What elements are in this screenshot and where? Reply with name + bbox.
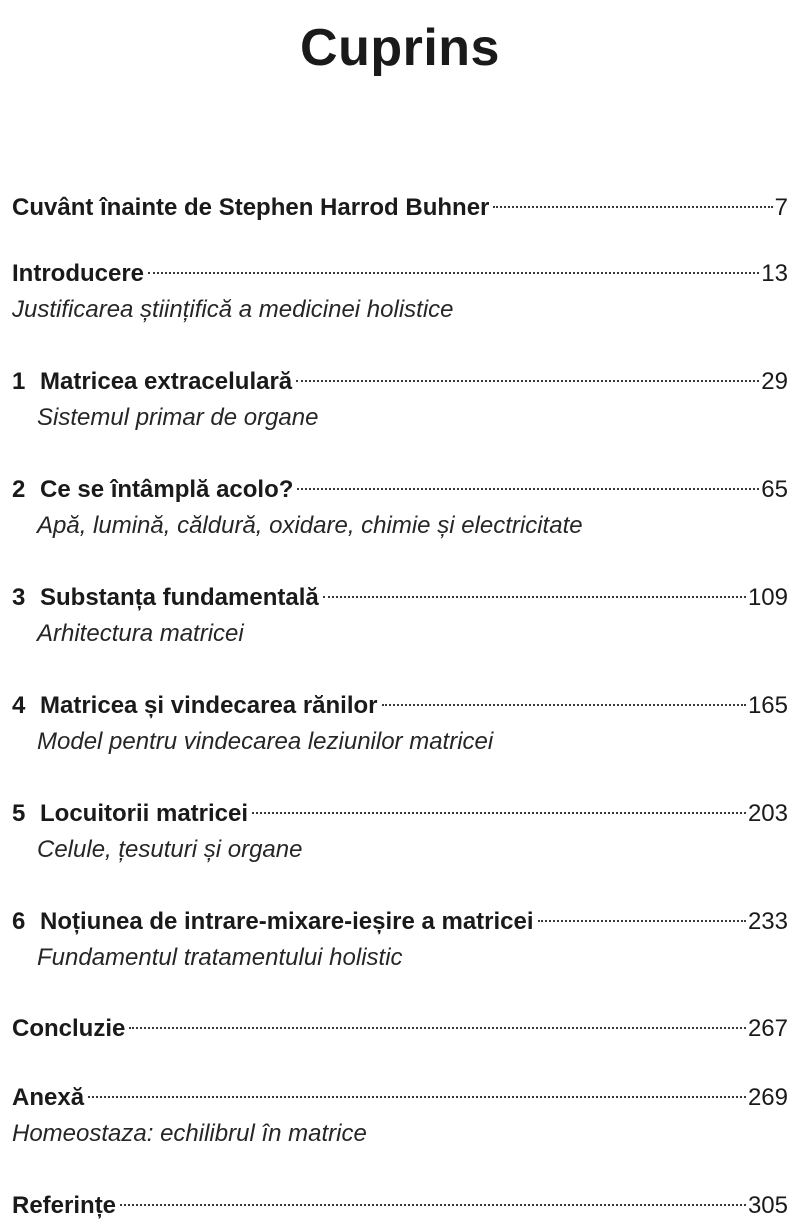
toc-entry-title: Cuvânt înainte de Stephen Harrod Buhner — [12, 194, 490, 221]
toc-entry-subtitle: Fundamentul tratamentului holistic — [37, 944, 403, 971]
toc-entry-subtitle: Celule, țesuturi și organe — [37, 836, 303, 863]
toc-page-number: 233 — [747, 908, 788, 935]
dot-leader — [120, 1204, 746, 1206]
toc-entry-references — [12, 1190, 788, 1222]
toc-page-number: 305 — [747, 1192, 788, 1219]
toc-page-number: 165 — [747, 692, 788, 719]
toc-entry-link[interactable] — [12, 906, 788, 938]
dot-leader — [252, 812, 746, 814]
toc-entry-link[interactable] — [12, 1082, 788, 1114]
dot-leader — [296, 380, 759, 382]
toc-entry-chapter-1 — [12, 366, 788, 434]
dot-leader — [148, 272, 759, 274]
toc-page-number: 65 — [761, 476, 788, 503]
toc-entry-chapter-4 — [12, 690, 788, 758]
toc-entry-link[interactable] — [12, 474, 788, 506]
toc-page-number: 109 — [747, 584, 788, 611]
chapter-number: 2 — [12, 476, 26, 503]
toc-entry-chapter-3 — [12, 582, 788, 650]
toc-entry-title: Referințe — [12, 1192, 117, 1219]
toc-entry-link[interactable] — [12, 798, 788, 830]
toc-entry-title: Locuitorii matricei — [40, 800, 249, 827]
toc-entry-chapter-5 — [12, 798, 788, 866]
toc-page-number: 29 — [761, 368, 788, 395]
dot-leader — [129, 1027, 746, 1029]
toc-entry-chapter-2 — [12, 474, 788, 542]
toc-entry-conclusion — [12, 1013, 788, 1045]
chapter-number: 3 — [12, 584, 26, 611]
dot-leader — [323, 596, 746, 598]
chapter-number: 4 — [12, 692, 26, 719]
toc-entry-title: Matricea extracelulară — [40, 368, 293, 395]
toc-page-number: 269 — [747, 1084, 788, 1111]
toc-entry-link[interactable] — [12, 192, 788, 224]
page-title: Cuprins — [300, 19, 500, 77]
toc-page-number: 267 — [747, 1015, 788, 1042]
toc-entry-subtitle: Justificarea științifică a medicinei holistice — [12, 296, 454, 323]
table-of-contents — [12, 0, 788, 1231]
chapter-number: 6 — [12, 908, 26, 935]
toc-entry-subtitle: Model pentru vindecarea leziunilor matricei — [37, 728, 494, 755]
toc-entry-chapter-6 — [12, 906, 788, 974]
toc-entry-title: Anexă — [12, 1084, 85, 1111]
toc-entry-subtitle: Homeostaza: echilibrul în matrice — [12, 1120, 367, 1147]
toc-entry-title: Substanța fundamentală — [40, 584, 319, 611]
toc-entry-title: Noțiunea de intrare-mixare-ieșire a matricei — [40, 908, 534, 935]
toc-entry-subtitle: Sistemul primar de organe — [37, 404, 319, 431]
chapter-number: 5 — [12, 800, 26, 827]
toc-page-number: 7 — [774, 194, 788, 221]
dot-leader — [493, 206, 772, 208]
toc-entry-title: Matricea și vindecarea rănilor — [40, 692, 378, 719]
toc-page-number: 13 — [761, 260, 788, 287]
toc-entry-link[interactable] — [12, 366, 788, 398]
dot-leader — [382, 704, 746, 706]
toc-entry-subtitle: Apă, lumină, căldură, oxidare, chimie și electricitate — [37, 512, 583, 539]
toc-entry-link[interactable] — [12, 258, 788, 290]
dot-leader — [88, 1096, 746, 1098]
toc-entry-introduction — [12, 258, 788, 326]
dot-leader — [297, 488, 759, 490]
toc-entry-appendix — [12, 1082, 788, 1150]
toc-entry-subtitle: Arhitectura matricei — [37, 620, 244, 647]
toc-entry-title: Ce se întâmplă acolo? — [40, 476, 294, 503]
toc-entry-foreword — [12, 192, 788, 224]
toc-entry-link[interactable] — [12, 1190, 788, 1222]
toc-entry-link[interactable] — [12, 690, 788, 722]
dot-leader — [538, 920, 746, 922]
toc-entry-title: Introducere — [12, 260, 145, 287]
toc-entry-link[interactable] — [12, 582, 788, 614]
toc-page-number: 203 — [747, 800, 788, 827]
chapter-number: 1 — [12, 368, 26, 395]
toc-entry-title: Concluzie — [12, 1015, 126, 1042]
toc-entry-link[interactable] — [12, 1013, 788, 1045]
